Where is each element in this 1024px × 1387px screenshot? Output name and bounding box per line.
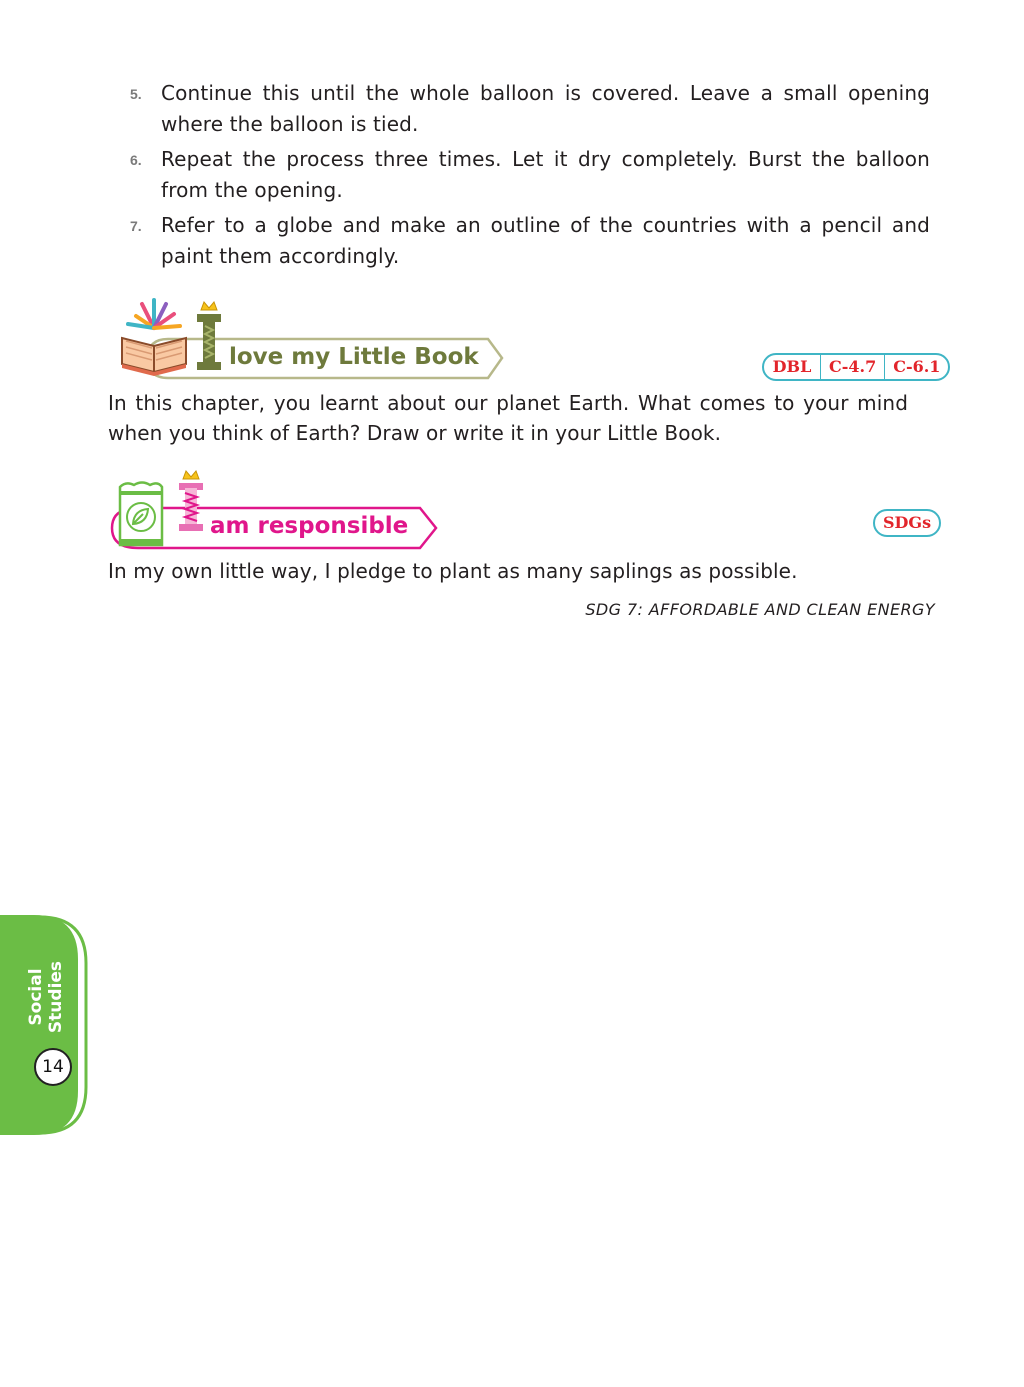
responsible-title: am responsible (210, 513, 409, 539)
steps-list (130, 78, 930, 276)
letter-i-graphic (176, 467, 206, 539)
little-book-banner (108, 290, 508, 385)
page-number: 14 (34, 1048, 72, 1086)
little-book-title: love my Little Book (229, 344, 479, 370)
letter-i-graphic (194, 298, 224, 376)
list-item (130, 78, 930, 139)
step-number: 7. (130, 218, 142, 234)
tag-badge: C-6.1 (884, 355, 948, 379)
step-text: Continue this until the whole balloon is covered. Leave a small opening where the balloon is tied. (161, 81, 930, 136)
subject-label (16, 960, 76, 1034)
tag-badge: DBL (772, 357, 812, 376)
responsible-text: In my own little way, I pledge to plant as many saplings as possible. (108, 559, 798, 583)
step-number: 5. (130, 86, 142, 102)
step-text: Refer to a globe and make an outline of the countries with a pencil and paint them accordingly. (161, 213, 930, 268)
list-item (130, 210, 930, 271)
open-book-with-sparkles-icon (114, 294, 194, 374)
list-item (130, 144, 930, 205)
little-book-text: In this chapter, you learnt about our planet Earth. What comes to your mind when you think of Earth? Draw or write it in your Little Book. (108, 391, 908, 445)
sdgs-badge: SDGs (883, 513, 932, 532)
responsible-tags (873, 509, 941, 537)
subject-text: Social Studies (26, 960, 66, 1034)
step-text: Repeat the process three times. Let it dry completely. Burst the balloon from the opening. (161, 147, 930, 202)
sdg-note: SDG 7: AFFORDABLE AND CLEAN ENERGY (585, 600, 935, 619)
little-book-tags (762, 353, 950, 381)
responsible-banner (108, 465, 448, 555)
tag-badge: C-4.7 (820, 355, 884, 379)
seed-packet-leaf-icon (112, 479, 168, 551)
step-number: 6. (130, 152, 142, 168)
